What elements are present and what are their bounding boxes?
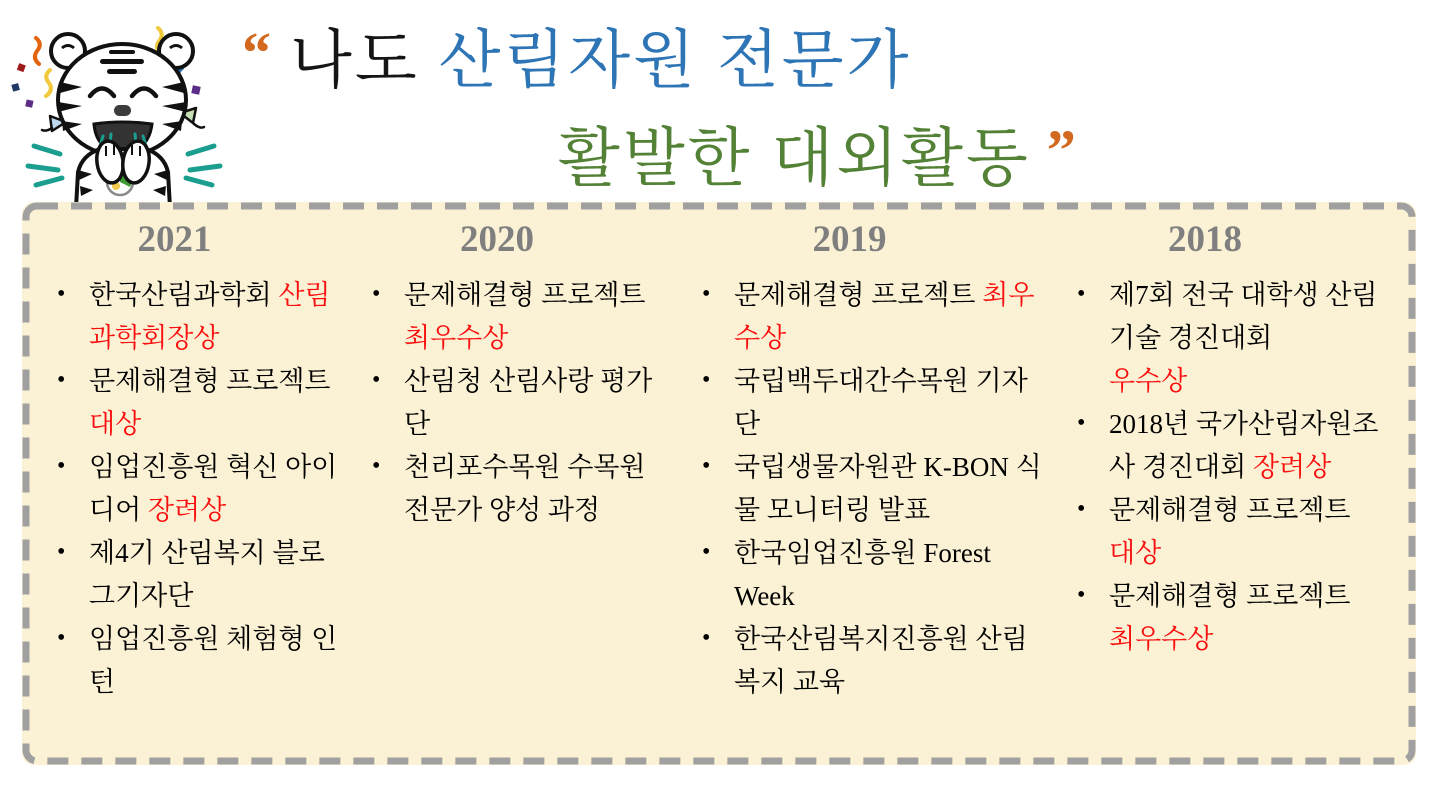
award-name-highlight: 장려상 bbox=[147, 495, 227, 525]
bullet-icon: • bbox=[57, 539, 66, 565]
award-item bbox=[367, 274, 697, 360]
award-text: 제4기 산림복지 블로그기자단 bbox=[89, 538, 325, 611]
award-text: 문제해결형 프로젝트 대상 bbox=[1109, 495, 1351, 568]
year-heading: 2020 bbox=[460, 219, 534, 260]
awards-panel bbox=[22, 202, 1416, 765]
award-item bbox=[697, 446, 1072, 532]
award-text: 국립백두대간수목원 기자단 bbox=[734, 366, 1028, 439]
award-item bbox=[52, 274, 367, 360]
year-heading: 2021 bbox=[137, 219, 212, 260]
title-line1 bbox=[242, 10, 1079, 104]
awards-grid bbox=[52, 218, 1408, 761]
bullet-icon: • bbox=[702, 453, 711, 479]
award-text: 산림청 산림사랑 평가단 bbox=[404, 366, 653, 439]
award-name-highlight: 대상 bbox=[1109, 538, 1162, 568]
award-item bbox=[697, 532, 1072, 618]
year-column-2020 bbox=[367, 218, 697, 761]
bullet-icon: • bbox=[57, 625, 66, 651]
bullet-icon: • bbox=[57, 281, 66, 307]
bullet-icon: • bbox=[702, 625, 711, 651]
award-text: 2018년 국가산림자원조사 경진대회 장려상 bbox=[1109, 409, 1379, 482]
award-text: 문제해결형 프로젝트 최우수상 bbox=[404, 280, 646, 353]
award-text: 임업진흥원 혁신 아이디어 장려상 bbox=[89, 452, 338, 525]
award-item bbox=[697, 618, 1072, 704]
award-item bbox=[52, 446, 367, 532]
bullet-icon: • bbox=[702, 281, 711, 307]
year-heading: 2019 bbox=[812, 219, 887, 260]
award-name-highlight: 최우수상 bbox=[1109, 624, 1214, 654]
award-text: 임업진흥원 체험형 인턴 bbox=[89, 624, 338, 697]
bullet-icon: • bbox=[372, 453, 381, 479]
award-item bbox=[52, 360, 367, 446]
award-name-highlight: 최우수상 bbox=[734, 280, 1035, 353]
bullet-icon: • bbox=[1077, 410, 1086, 436]
award-name-highlight: 우수상 bbox=[1109, 366, 1188, 396]
bullet-icon: • bbox=[372, 281, 381, 307]
year-column-2021 bbox=[52, 218, 367, 761]
bullet-icon: • bbox=[702, 539, 711, 565]
title-line2 bbox=[558, 108, 1079, 202]
award-text: 문제해결형 프로젝트 최우수상 bbox=[734, 280, 1035, 353]
close-quote: ” bbox=[1046, 118, 1079, 183]
year-column-2019 bbox=[697, 218, 1072, 761]
year-heading: 2018 bbox=[1168, 219, 1242, 260]
awards-list bbox=[52, 274, 367, 704]
award-name-highlight: 대상 bbox=[89, 409, 142, 439]
award-item bbox=[1072, 489, 1408, 575]
tiger-nose bbox=[114, 105, 131, 116]
title-line1-black: 나도 bbox=[290, 25, 439, 96]
bullet-icon: • bbox=[57, 453, 66, 479]
bullet-icon: • bbox=[1077, 582, 1086, 608]
award-item bbox=[367, 360, 697, 446]
award-item bbox=[1072, 274, 1408, 403]
bullet-icon: • bbox=[1077, 281, 1086, 307]
tiger-mascot-illustration bbox=[6, 20, 244, 208]
award-item bbox=[697, 274, 1072, 360]
award-item bbox=[1072, 575, 1408, 661]
awards-list bbox=[367, 274, 697, 532]
awards-list bbox=[697, 274, 1072, 704]
award-name-highlight: 장려상 bbox=[1252, 452, 1332, 482]
bullet-icon: • bbox=[372, 367, 381, 393]
award-text: 천리포수목원 수목원 전문가 양성 과정 bbox=[404, 452, 646, 525]
award-text: 한국산림과학회 산림과학회장상 bbox=[89, 280, 331, 353]
award-text: 제7회 전국 대학생 산림 기술 경진대회 우수상 bbox=[1109, 280, 1378, 396]
open-quote: “ bbox=[242, 20, 274, 85]
slide-title bbox=[242, 10, 1079, 202]
award-text: 국립생물자원관 K-BON 식물 모니터링 발표 bbox=[734, 452, 1042, 525]
award-text: 문제해결형 프로젝트 최우수상 bbox=[1109, 581, 1351, 654]
award-name-highlight: 최우수상 bbox=[404, 323, 509, 353]
award-name-highlight: 산림과학회장상 bbox=[89, 280, 331, 353]
title-line1-blue: 산림자원 전문가 bbox=[438, 25, 912, 96]
award-item bbox=[697, 360, 1072, 446]
awards-list bbox=[1072, 274, 1408, 661]
bullet-icon: • bbox=[1077, 496, 1086, 522]
award-text: 문제해결형 프로젝트 대상 bbox=[89, 366, 331, 439]
award-item bbox=[1072, 403, 1408, 489]
bullet-icon: • bbox=[57, 367, 66, 393]
award-text: 한국산림복지진흥원 산림복지 교육 bbox=[734, 624, 1028, 697]
award-text: 한국임업진흥원 Forest Week bbox=[734, 538, 991, 611]
award-item bbox=[52, 618, 367, 704]
award-item bbox=[367, 446, 697, 532]
bullet-icon: • bbox=[702, 367, 711, 393]
year-column-2018 bbox=[1072, 218, 1408, 761]
award-item bbox=[52, 532, 367, 618]
title-line2-green: 활발한 대외활동 bbox=[558, 123, 1031, 194]
